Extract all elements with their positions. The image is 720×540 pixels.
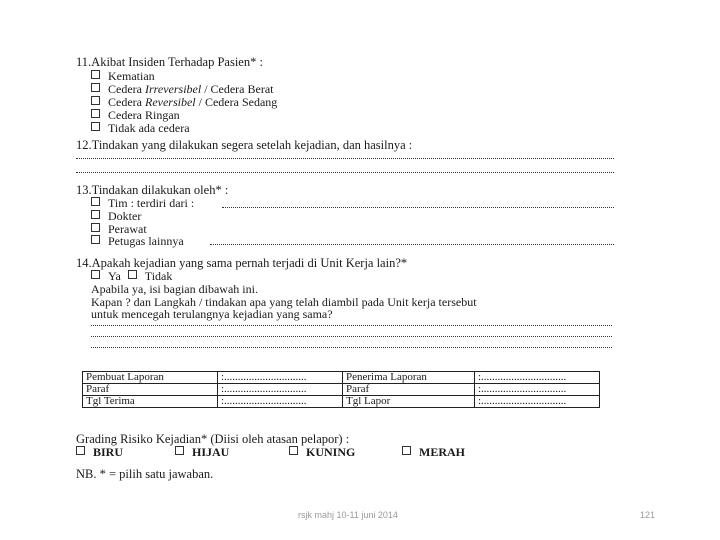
checkbox[interactable] (289, 446, 298, 455)
checkbox[interactable] (91, 223, 100, 232)
q11-title: 11.Akibat Insiden Terhadap Pasien* : (76, 55, 263, 69)
q11-option-cedera-sedang[interactable]: Cedera Reversibel / Cedera Sedang (91, 95, 277, 110)
q11-option-cedera-berat[interactable]: Cedera Irreversibel / Cedera Berat (91, 82, 274, 97)
q13-option-petugas-lainnya[interactable]: Petugas lainnya (91, 234, 184, 249)
table-row (83, 384, 600, 396)
checkbox[interactable] (91, 210, 100, 219)
q13-option-perawat[interactable]: Perawat (91, 222, 147, 237)
checkbox[interactable] (91, 83, 100, 92)
checkbox[interactable] (91, 109, 100, 118)
table-cell-input[interactable]: :.............................. (218, 396, 343, 408)
q12-title: 12.Tindakan yang dilakukan segera setelah kejadian, dan hasilnya : (76, 138, 413, 152)
footer-text: rsjk mahj 10-11 juni 2014 (298, 510, 398, 520)
table-cell-input[interactable]: :.............................. (218, 372, 343, 384)
note: NB. * = pilih satu jawaban. (76, 467, 214, 481)
q13-option-tim[interactable]: Tim : terdiri dari : (91, 196, 194, 211)
checkbox-ya[interactable] (91, 270, 100, 279)
grading-option-hijau[interactable]: HIJAU (175, 445, 229, 460)
q14-yes-no[interactable]: Ya Tidak (91, 269, 172, 284)
q11-option-tidak-ada-cedera[interactable]: Tidak ada cedera (91, 121, 190, 136)
table-cell: Penerima Laporan (343, 372, 475, 384)
q13-title: 13.Tindakan dilakukan oleh* : (76, 183, 229, 197)
table-cell: Paraf (83, 384, 218, 396)
grading-option-merah[interactable]: MERAH (402, 445, 465, 460)
checkbox[interactable] (76, 446, 85, 455)
table-cell-input[interactable]: :.............................. (218, 384, 343, 396)
checkbox[interactable] (175, 446, 184, 455)
q12-answer-line-1[interactable] (76, 158, 614, 159)
q14-answer-line-1[interactable] (91, 325, 612, 326)
table-row (83, 372, 600, 384)
checkbox[interactable] (91, 96, 100, 105)
q14-question-line: Kapan ? dan Langkah / tindakan apa yang telah diambil pada Unit kerja tersebut (91, 295, 477, 309)
checkbox-tidak[interactable] (128, 270, 137, 279)
table-row (83, 396, 600, 408)
checkbox[interactable] (91, 122, 100, 131)
page-number: 121 (640, 510, 656, 520)
q13-option-dokter[interactable]: Dokter (91, 209, 141, 224)
q13-petugas-line[interactable] (210, 244, 614, 245)
q14-answer-line-3[interactable] (91, 347, 612, 348)
q14-answer-line-2[interactable] (91, 336, 612, 337)
grading-option-kuning[interactable]: KUNING (289, 445, 355, 460)
q12-answer-line-2[interactable] (76, 172, 614, 173)
checkbox[interactable] (91, 197, 100, 206)
table-cell: Paraf (343, 384, 475, 396)
checkbox[interactable] (402, 446, 411, 455)
table-cell: Pembuat Laporan (83, 372, 218, 384)
grading-option-biru[interactable]: BIRU (76, 445, 123, 460)
q11-option-kematian[interactable]: Kematian (91, 69, 155, 84)
q11-option-cedera-ringan[interactable]: Cedera Ringan (91, 108, 180, 123)
table-cell-input[interactable]: :............................... (475, 372, 600, 384)
q14-instruction: Apabila ya, isi bagian dibawah ini. (91, 282, 258, 296)
checkbox[interactable] (91, 235, 100, 244)
q13-tim-line[interactable] (222, 207, 614, 208)
table-cell-input[interactable]: :............................... (475, 384, 600, 396)
table-cell-input[interactable]: :............................... (475, 396, 600, 408)
report-table (82, 371, 600, 408)
grading-title: Grading Risiko Kejadian* (Diisi oleh atasan pelapor) : (76, 432, 350, 446)
checkbox[interactable] (91, 70, 100, 79)
q14-question-line-2: untuk mencegah terulangnya kejadian yang sama? (91, 307, 333, 321)
q14-title: 14.Apakah kejadian yang sama pernah terjadi di Unit Kerja lain?* (76, 256, 408, 270)
table-cell: Tgl Lapor (343, 396, 475, 408)
table-cell: Tgl Terima (83, 396, 218, 408)
